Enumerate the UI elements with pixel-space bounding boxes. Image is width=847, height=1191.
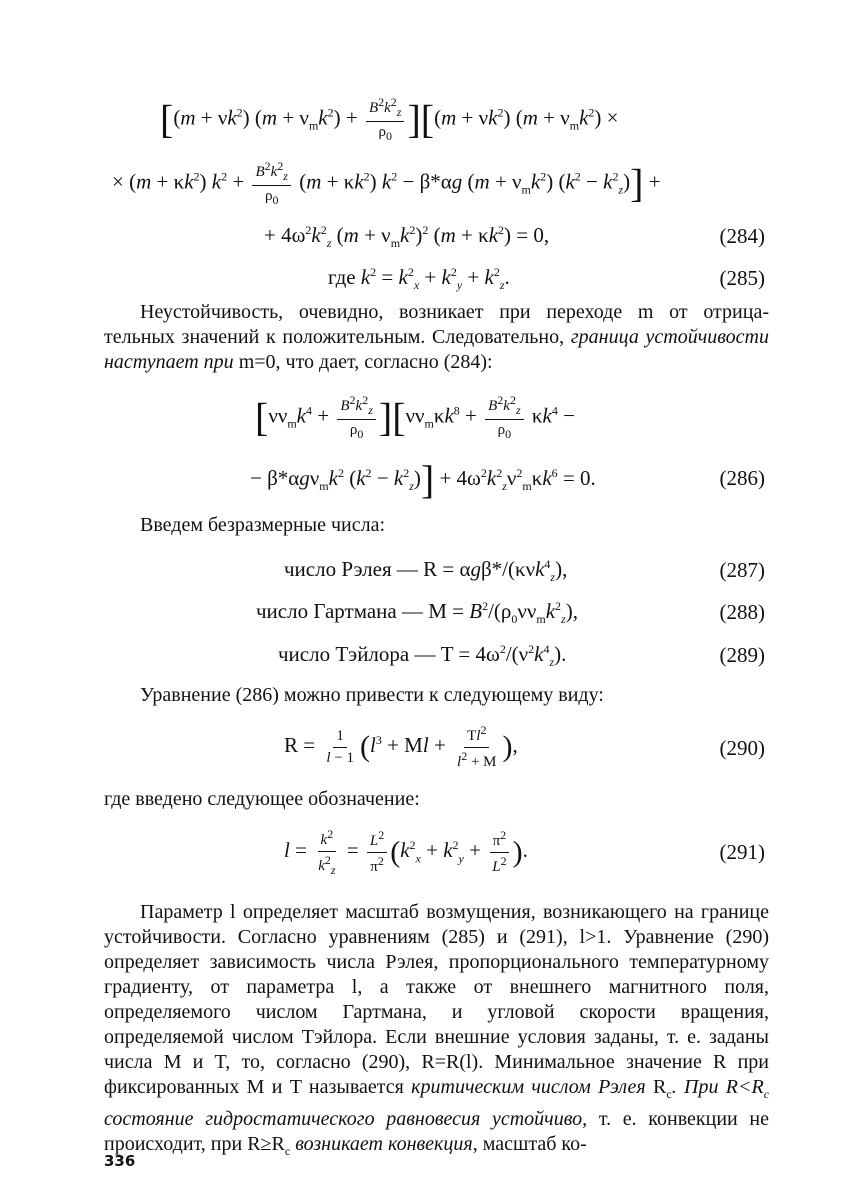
text-c-subscript: c [284, 1144, 291, 1158]
equation-290: R = $\frac{1}{l - 1}$ ($l^3 + Ml$ + $\frac{Tl^2}{l^2 + M}$ ), [284, 723, 518, 770]
equation-289: число Тэйлора — $T = 4\omega^2/(\nu^2k^4_z)$. [278, 642, 567, 670]
intro-equation-290: Уравнение (286) можно привести к следующему виду: [140, 684, 604, 706]
equation-291: l = $\frac{k^2}{k^2_z}$ = $\frac{L^2}{\pi^2}$ ($k^2_x + k^2_y$ + $\frac{\pi^2}{L^2}$ ). [284, 827, 528, 877]
paragraph-parameter-l-emph-when [671, 1076, 770, 1101]
equation-number-287: (287) [719, 558, 765, 582]
paragraph-instability-emph-1: граница [570, 326, 639, 348]
equation-284-line-3: + $4\omega^2k^2_z$ $(m + \nu_mk^2)^2$ $(m + \kappa k^2) = 0$, [264, 223, 550, 251]
paragraph-instability-emph-2: устойчивости наступает при [104, 326, 769, 373]
equation-number-290: (290) [719, 736, 765, 760]
equation-286-line-1: [$\nu\nu_mk^4$ + $\frac{B^2k^2_z}{\rho_0}$ ][$\nu\nu_m\kappa k^8$ + $\frac{B^2k^2_z}{\rho_0}$ $\kappa k^4$ − [255, 393, 575, 442]
rc-symbol: R [653, 1076, 667, 1098]
paragraph-parameter-l-text-a: Параметр l определяет масштаб возмущения, возникающего на границе устойчивости. Согласно уравнениям (285) и (291), l>1. Уравнение (290) определяет зависимость числа Рэлея, пропорционального температурному градиенту, от параметра l, а также от внешнего магнитного поля, определяемого числом Гартмана, и угловой скорости вращения, определяемой числом Тэйлора. Если внешние условия заданы, т. е. заданы числа M и T, то, согласно (290), R=R(l). Минимальное значение R при фиксированных M и T называется [104, 901, 769, 1098]
paragraph-instability-text-2: тельных значений к положительным. Следовательно, [104, 326, 565, 348]
equation-number-288: (288) [719, 600, 765, 624]
paragraph-instability [104, 300, 769, 375]
intro-dimensionless-numbers: Введем безразмерные числа: [140, 514, 386, 536]
rc-subscript: c [666, 1087, 672, 1101]
equation-number-289: (289) [719, 643, 765, 667]
paragraph-parameter-l-text-d: , масштаб ко- [472, 1133, 587, 1155]
equation-284-line-2: × $(m + \kappa k^2)$ $k^2$ + $\frac{B^2k^2_z}{\rho_0}$ $(m + \kappa k^2)$ $k^2 - \beta*\alpha g$ $(m + \nu_mk^2)$ $(k^2 - k^2_z)$] + [112, 159, 661, 208]
equation-number-286: (286) [719, 466, 765, 490]
text-c-main: т. е. конвекции не происходит, при R≥R [104, 1108, 769, 1155]
equation-number-285: (285) [719, 266, 765, 290]
paragraph-parameter-l [104, 900, 769, 1164]
equation-284-line-1: [$(m + \nu k^2)$ $(m + \nu_mk^2)$ + $\frac{B^2k^2_z}{\rho_0}$ ][$(m + \nu k^2)$ $(m + \nu_mk^2)$ × [160, 95, 619, 144]
equation-285: где $k^2 = k^2_x + k^2_y + k^2_z$. [328, 265, 510, 293]
paragraph-parameter-l-emph-critical: критическим числом Рэлея [411, 1076, 646, 1098]
paragraph-parameter-l-emph-convection: возникает конвекция [295, 1133, 473, 1155]
paragraph-instability-end: m=0, что дает, согласно (284): [238, 351, 493, 373]
paragraph-instability-text-1: Неустойчивость, очевидно, возникает при переходе m от отрица- [140, 301, 769, 323]
equation-288: число Гартмана — $M = B^2/(\rho_0\nu\nu_mk^2_z)$, [256, 599, 578, 627]
emph-when-subscript: c [763, 1087, 770, 1101]
emph-when-text: . При R<R [671, 1076, 764, 1098]
intro-equation-291: где введено следующее обозначение: [104, 788, 420, 810]
paragraph-parameter-l-emph-stable: состояние гидростатического равновесия устойчиво, [104, 1108, 588, 1130]
equation-number-284: (284) [719, 224, 765, 248]
paragraph-parameter-l-rc [653, 1076, 672, 1101]
equation-number-291: (291) [719, 840, 765, 864]
page-number: 336 [104, 1152, 136, 1170]
equation-287: число Рэлея — R = αgβ*/(κνk$^4_z$), [284, 557, 568, 585]
equation-286-line-2: − $\beta*\alpha g\nu_mk^2$ $(k^2 - k^2_z)] + 4\omega^2k^2_z\nu^2_m\kappa k^6 = 0$. [250, 457, 596, 502]
